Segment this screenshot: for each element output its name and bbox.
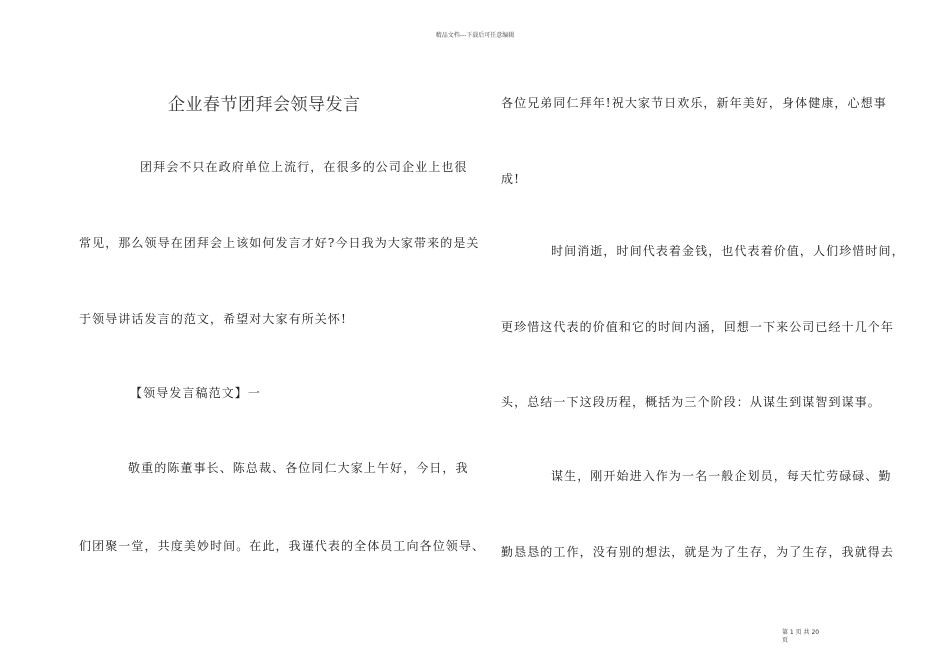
paragraph-line: 于领导讲话发言的范文，希望对大家有所关怀! [79,312,347,326]
page-header: 精品文档---下载后可任意编辑 [435,32,515,39]
paragraph-line: 成! [501,172,521,186]
paragraph-line: 常见，那么领导在团拜会上该如何发言才好?今日我为大家带来的是关 [79,236,480,250]
paragraph-line: 更珍惜这代表的价值和它的时间内涵，回想一下来公司已经十几个年 [501,320,895,334]
paragraph-line: 们团聚一堂，共度美妙时间。在此，我谨代表的全体员工向各位领导、 [79,539,486,553]
document-title: 企业春节团拜会领导发言 [168,95,361,115]
page-number-line1: 第 1 页 共 20 [782,629,820,636]
paragraph-line: 勤恳恳的工作，没有别的想法，就是为了生存，为了生存，我就得去 [501,545,895,559]
paragraph-line: 时间消逝，时间代表着金钱，也代表着价值，人们珍惜时间， [551,244,905,258]
paragraph-line: 各位兄弟同仁拜年!祝大家节日欢乐，新年美好，身体健康，心想事 [501,96,887,110]
section-heading: 【领导发言稿范文】一 [130,386,262,400]
page-number [782,629,842,645]
paragraph-line: 团拜会不只在政府单位上流行，在很多的公司企业上也很 [140,160,468,174]
page-number-line2: 页 [782,637,789,644]
paragraph-line: 敬重的陈董事长、陈总裁、各位同仁大家上午好，今日，我 [128,461,469,475]
paragraph-line: 头，总结一下这段历程，概括为三个阶段：从谋生到谋智到谋事。 [501,395,881,409]
paragraph-line: 谋生，刚开始进入作为一名一般企划员，每天忙劳碌碌、勤 [551,469,892,483]
